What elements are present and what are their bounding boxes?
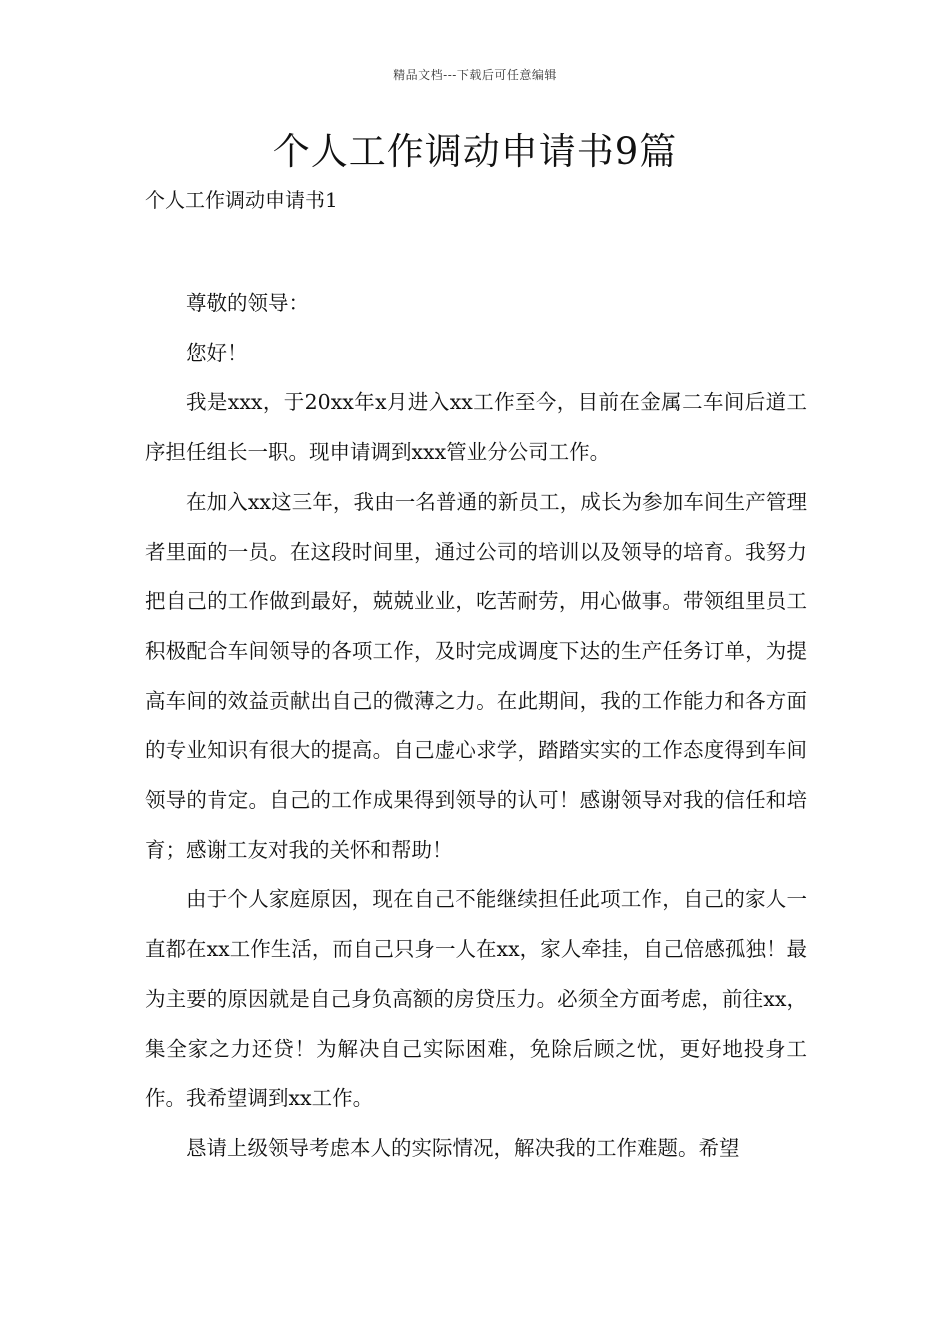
paragraph-reason: 由于个人家庭原因，现在自己不能继续担任此项工作，自己的家人一直都在xx工作生活，而自己只身一人在xx，家人牵挂，自己倍感孤独！最为主要的原因就是自己身负高额的房贷压力。必须全方面考虑，前往xx，集全家之力还贷！为解决自己实际困难，免除后顾之忧，更好地投身工作。我希望调到xx工作。: [145, 887, 807, 1111]
header-note: 精品文档---下载后可任意编辑: [393, 68, 557, 82]
paragraph-request: 恳请上级领导考虑本人的实际情况，解决我的工作难题。希望: [186, 1135, 740, 1160]
document-title: 个人工作调动申请书9篇: [272, 130, 678, 173]
paragraph-introduction: 我是xxx，于20xx年x月进入xx工作至今，目前在金属二车间后道工序担任组长一职。现申请调到xxx管业分公司工作。: [145, 390, 807, 465]
greeting: 您好！: [186, 340, 248, 365]
salutation: 尊敬的领导：: [186, 291, 309, 315]
paragraph-experience: 在加入xx这三年，我由一名普通的新员工，成长为参加车间生产管理者里面的一员。在这段时间里，通过公司的培训以及领导的培育。我努力把自己的工作做到最好，兢兢业业，吃苦耐劳，用心做事。带领组里员工积极配合车间领导的各项工作，及时完成调度下达的生产任务订单，为提高车间的效益贡献出自己的微薄之力。在此期间，我的工作能力和各方面的专业知识有很大的提高。自己虚心求学，踏踏实实的工作态度得到车间领导的肯定。自己的工作成果得到领导的认可！感谢领导对我的信任和培育；感谢工友对我的关怀和帮助！: [145, 489, 807, 862]
letter-body: [145, 279, 807, 1174]
section-subtitle: 个人工作调动申请书1: [145, 188, 338, 212]
